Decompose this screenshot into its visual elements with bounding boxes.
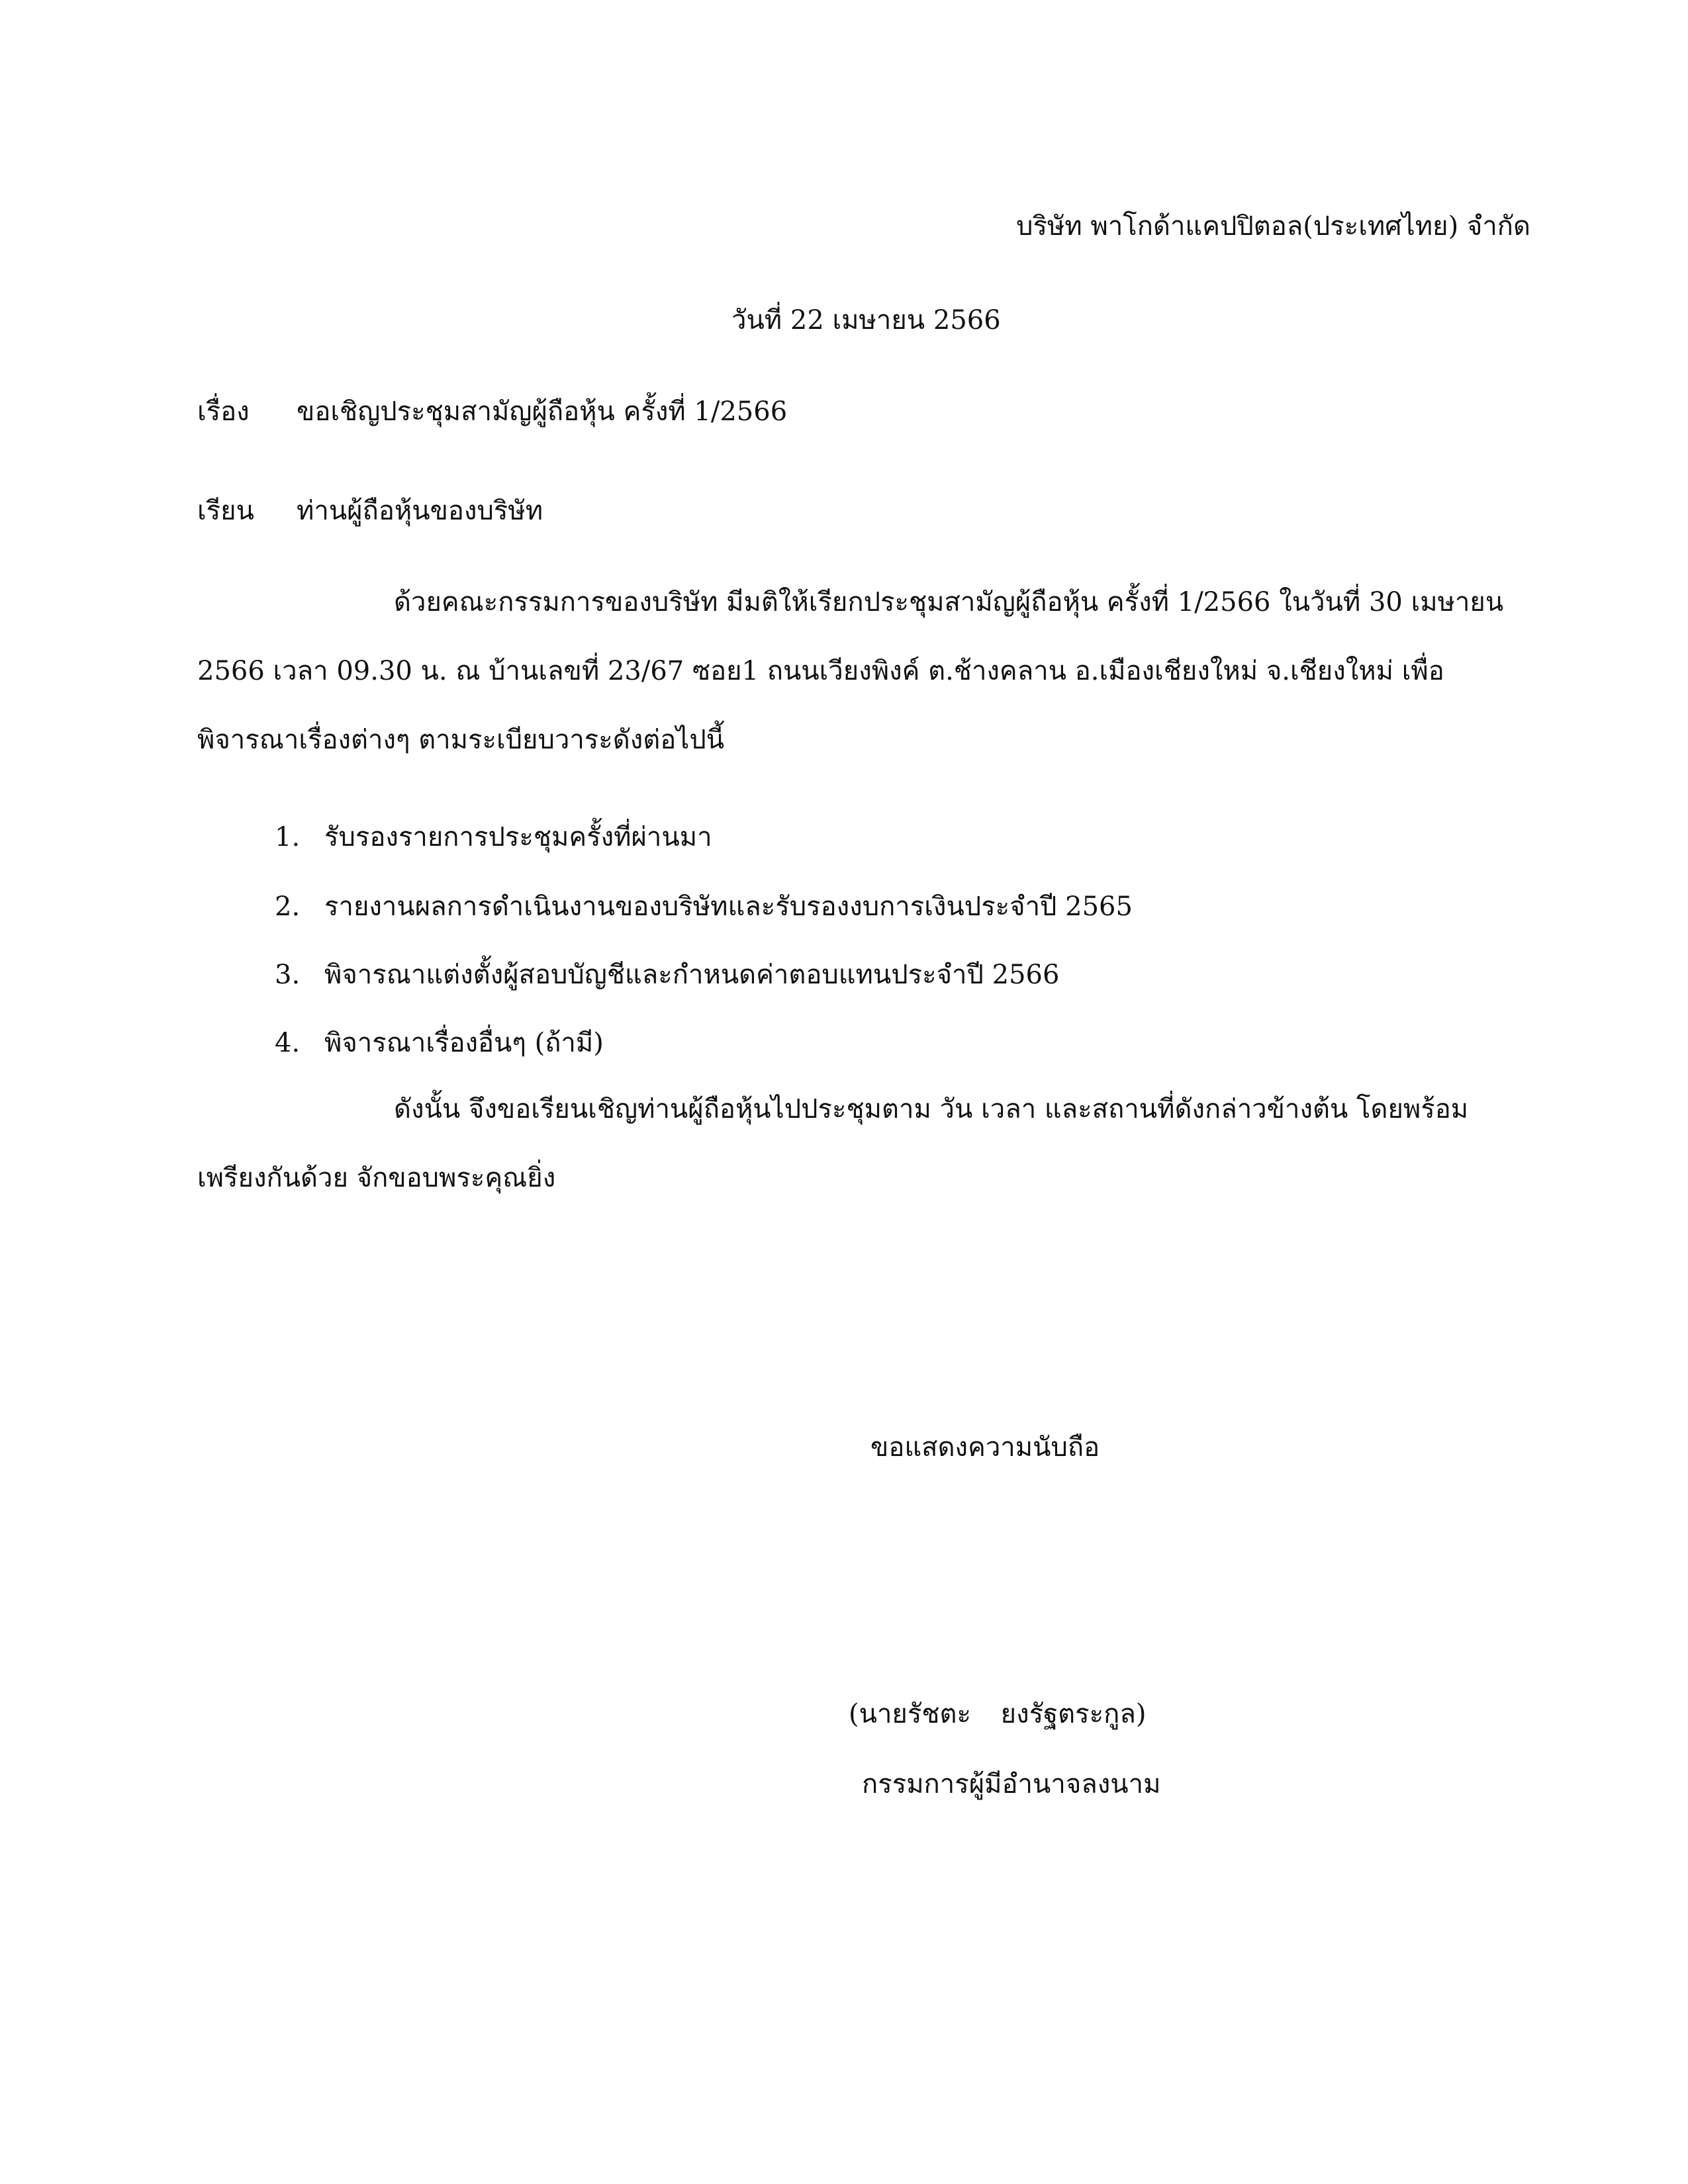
signer-title: กรรมการผู้มีอำนาจลงนาม xyxy=(862,1769,1161,1799)
letter-date: วันที่ 22 เมษายน 2566 xyxy=(731,305,1001,336)
recipient-text: ท่านผู้ถือหุ้นของบริษัท xyxy=(297,496,543,526)
agenda-item-number: 4. xyxy=(275,1028,301,1058)
closing-paragraph-line: เพรียงกันด้วย จักขอบพระคุณยิ่ง xyxy=(197,1163,556,1193)
body-paragraph-line: พิจารณาเรื่องต่างๆ ตามระเบียบวาระดังต่อไปนี้ xyxy=(197,725,725,755)
agenda-item-number: 2. xyxy=(275,891,301,922)
company-name: บริษัท พาโกด้าแคปปิตอล(ประเทศไทย) จำกัด xyxy=(1016,211,1530,242)
closing-paragraph-line: ดังนั้น จึงขอเรียนเชิญท่านผู้ถือหุ้นไปประชุมตาม วัน เวลา และสถานที่ดังกล่าวข้างต้น โดยพร้อม xyxy=(394,1094,1469,1124)
agenda-item-number: 3. xyxy=(275,960,301,990)
agenda-item-text: รายงานผลการดำเนินงานของบริษัทและรับรองงบการเงินประจำปี 2565 xyxy=(324,891,1133,922)
closing-salutation: ขอแสดงความนับถือ xyxy=(870,1432,1100,1463)
agenda-item-text: พิจารณาแต่งตั้งผู้สอบบัญชีและกำหนดค่าตอบแทนประจำปี 2566 xyxy=(324,960,1060,990)
subject-label: เรื่อง xyxy=(197,396,250,427)
subject-text: ขอเชิญประชุมสามัญผู้ถือหุ้น ครั้งที่ 1/2566 xyxy=(297,396,788,427)
body-paragraph-line: ด้วยคณะกรรมการของบริษัท มีมติให้เรียกประชุมสามัญผู้ถือหุ้น ครั้งที่ 1/2566 ในวันที่ 30 เมษายน xyxy=(394,587,1504,617)
agenda-item-text: พิจารณาเรื่องอื่นๆ (ถ้ามี) xyxy=(324,1028,604,1058)
body-paragraph-line: 2566 เวลา 09.30 น. ณ บ้านเลขที่ 23/67 ซอย1 ถนนเวียงพิงค์ ต.ช้างคลาน อ.เมืองเชียงใหม่ จ.เชียงใหม่ เพื่อ xyxy=(197,656,1444,686)
signer-name: (นายรัชตะ ยงรัฐตระกูล) xyxy=(849,1699,1147,1729)
agenda-item-text: รับรองรายการประชุมครั้งที่ผ่านมา xyxy=(324,822,712,852)
agenda-item-number: 1. xyxy=(275,822,301,852)
recipient-label: เรียน xyxy=(197,496,254,526)
